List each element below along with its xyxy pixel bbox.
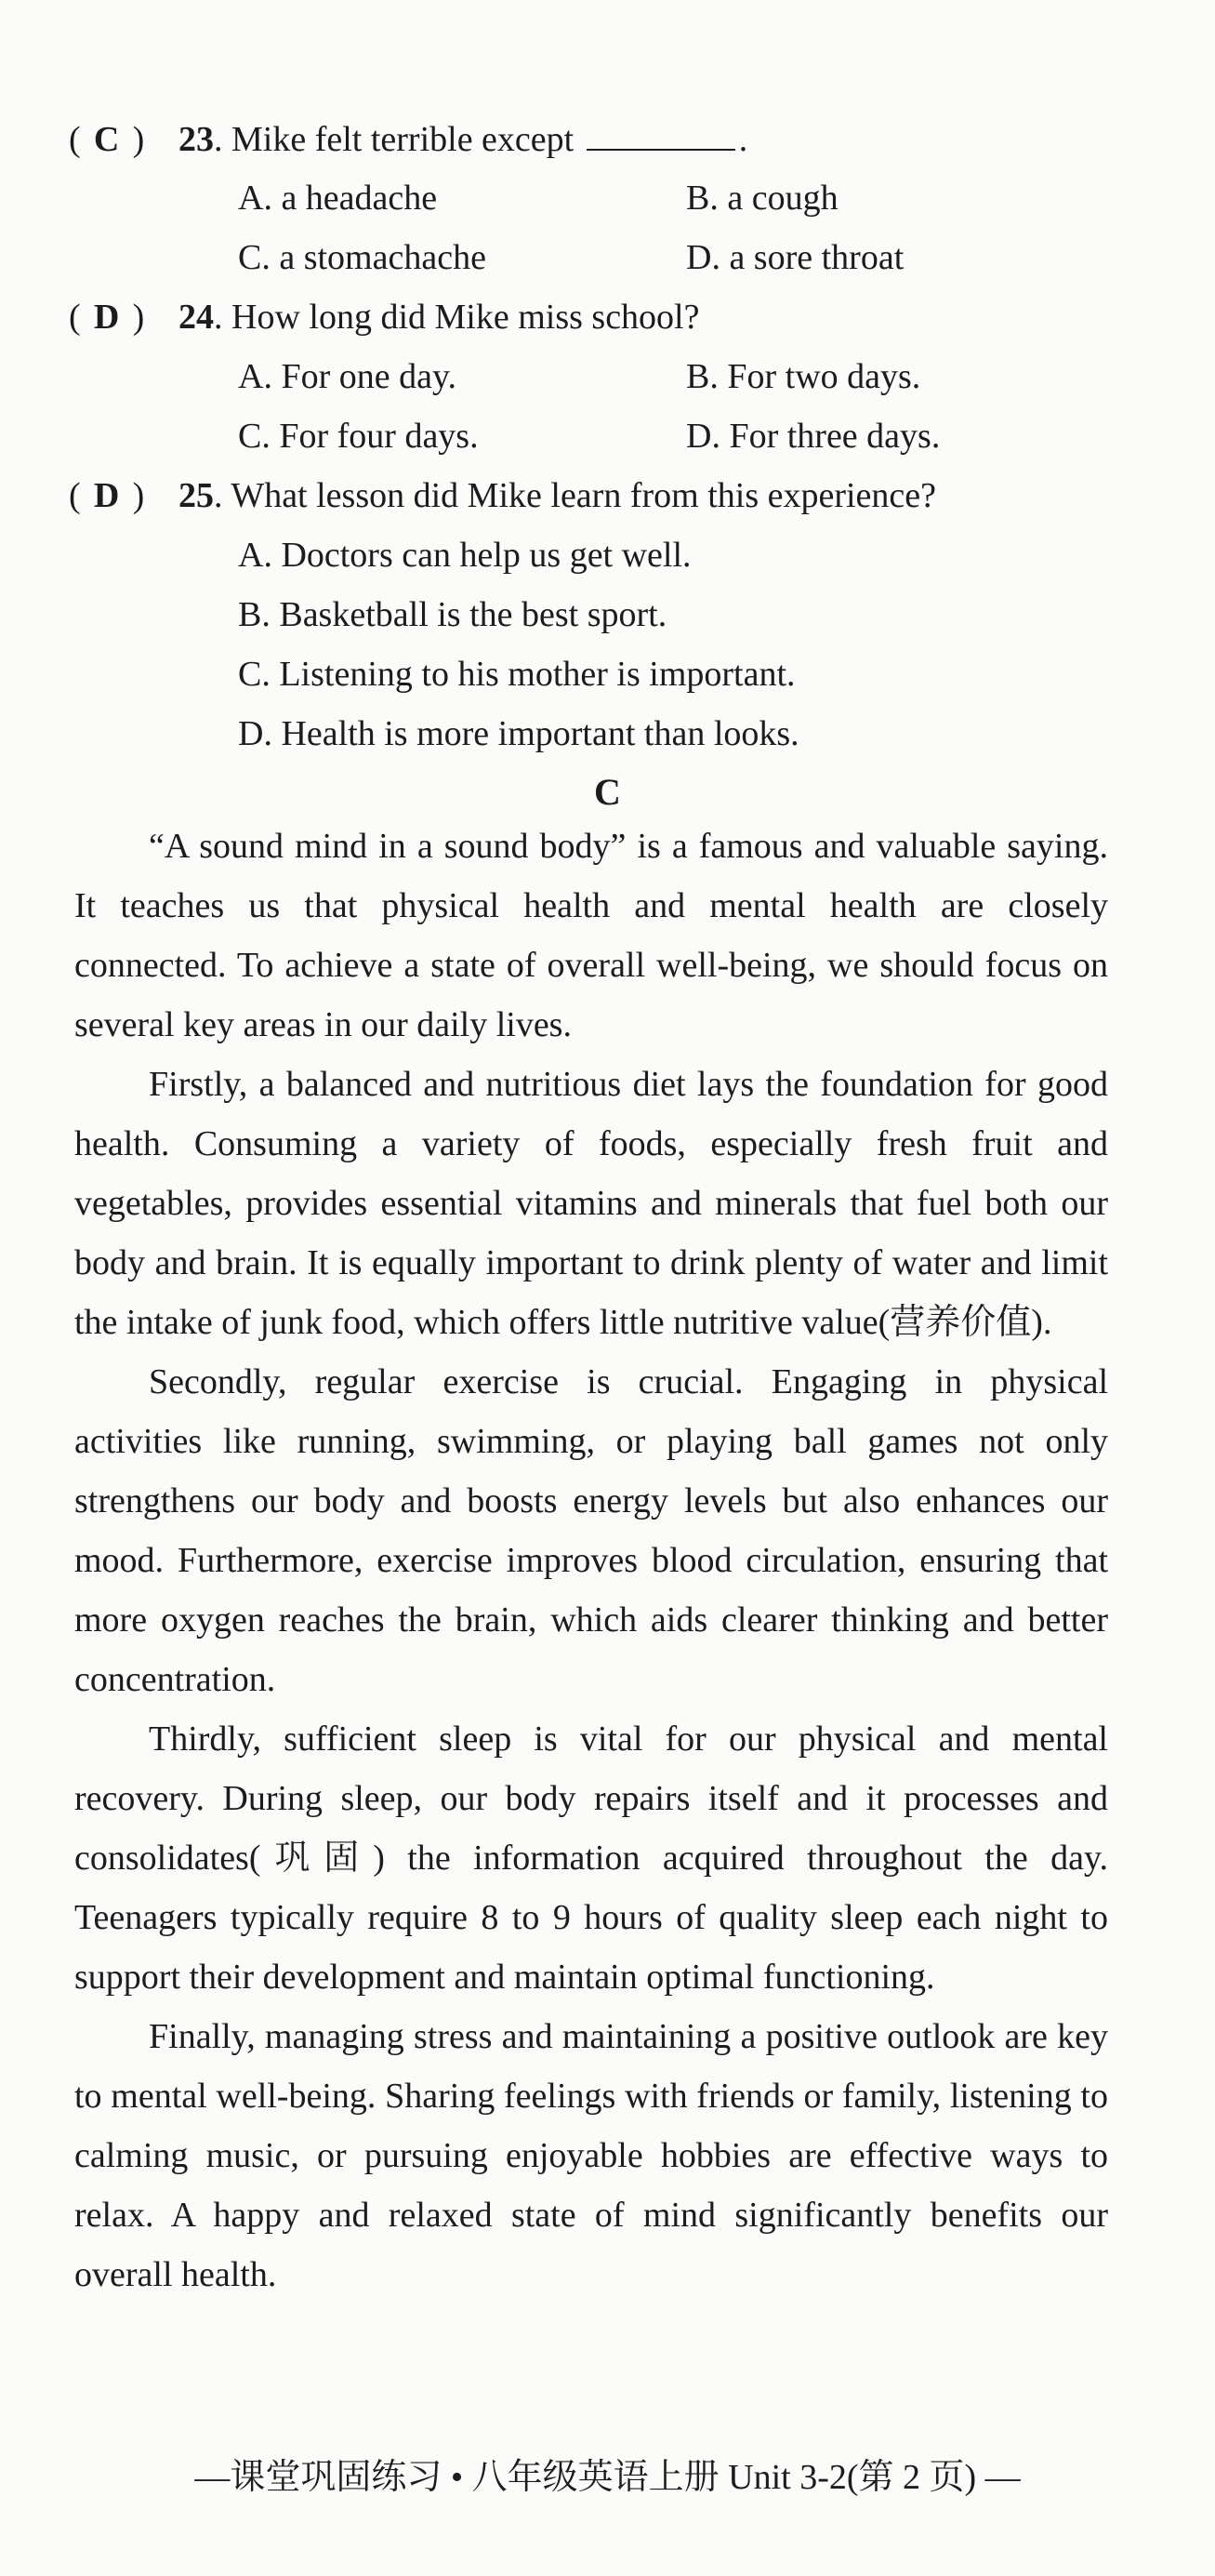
reading-passage	[74, 817, 1108, 2304]
paragraph-1: “A sound mind in a sound body” is a famous and valuable saying. It teaches us that physical health and mental health are closely connected. To achieve a state of overall well-being, we should focus on several key areas in our daily lives.	[74, 827, 1108, 1044]
answer-bracket: ( D )	[69, 289, 178, 345]
question-number: 24	[178, 298, 214, 337]
option-c: C. a stomachache	[238, 238, 486, 277]
option-b: B. For two days.	[686, 357, 921, 396]
question-23: ( C ) 23. Mike felt terrible except .	[69, 112, 747, 167]
question-number: 25	[178, 476, 214, 515]
option-d: D. For three days.	[686, 417, 941, 456]
answer-bracket: ( D )	[69, 468, 178, 524]
option-a: A. For one day.	[238, 357, 456, 396]
page-footer: —课堂巩固练习 • 八年级英语上册 Unit 3-2(第 2 页) —	[194, 2458, 1021, 2497]
question-stem: How long did Mike miss school?	[231, 298, 700, 337]
option-b: B. Basketball is the best sport.	[238, 595, 667, 634]
answer-letter: D	[93, 476, 120, 515]
option-a: A. a headache	[238, 179, 438, 218]
option-a: A. Doctors can help us get well.	[238, 536, 692, 575]
question-24: ( D ) 24. How long did Mike miss school?	[69, 289, 699, 345]
option-d: D. Health is more important than looks.	[238, 714, 799, 753]
paragraph-3: Secondly, regular exercise is crucial. Engaging in physical activities like running, swimming, or playing ball games not only strengthens our body and boosts energy levels but also enhances our mood. Furthermore, exercise improves blood circulation, ensuring that more oxygen reaches the brain, which aids clearer thinking and better concentration.	[74, 1362, 1108, 1699]
question-number: 23	[178, 120, 214, 159]
answer-blank	[587, 121, 735, 151]
paragraph-5: Finally, managing stress and maintaining a positive outlook are key to mental well-being. Sharing feelings with friends or family, listening to calming music, or pursuing enjoyable hobbies are effective ways to relax. A happy and relaxed state of mind significantly benefits our overall health.	[74, 2017, 1108, 2294]
option-d: D. a sore throat	[686, 238, 905, 277]
paragraph-2: Firstly, a balanced and nutritious diet lays the foundation for good health. Consuming a variety of foods, especially fresh fruit and vegetables, provides essential vitamins and minerals that fuel both our body and brain. It is equally important to drink plenty of water and limit the intake of junk food, which offers little nutritive value(营养价值).	[74, 1065, 1108, 1342]
paragraph-4: Thirdly, sufficient sleep is vital for our physical and mental recovery. During sleep, our body repairs itself and it processes and consolidates(巩固) the information acquired throughout the day. Teenagers typically require 8 to 9 hours of quality sleep each night to support their development and maintain optimal functioning.	[74, 1720, 1108, 1997]
option-c: C. For four days.	[238, 417, 479, 456]
question-25: ( D ) 25. What lesson did Mike learn from this experience?	[69, 468, 936, 524]
section-heading: C	[594, 771, 621, 813]
option-b: B. a cough	[686, 179, 839, 218]
answer-bracket: ( C )	[69, 112, 178, 167]
option-c: C. Listening to his mother is important.	[238, 655, 796, 694]
question-stem: What lesson did Mike learn from this experience?	[231, 476, 937, 515]
answer-letter: D	[93, 298, 120, 337]
question-stem: Mike felt terrible except	[231, 120, 574, 159]
answer-letter: C	[93, 120, 120, 159]
